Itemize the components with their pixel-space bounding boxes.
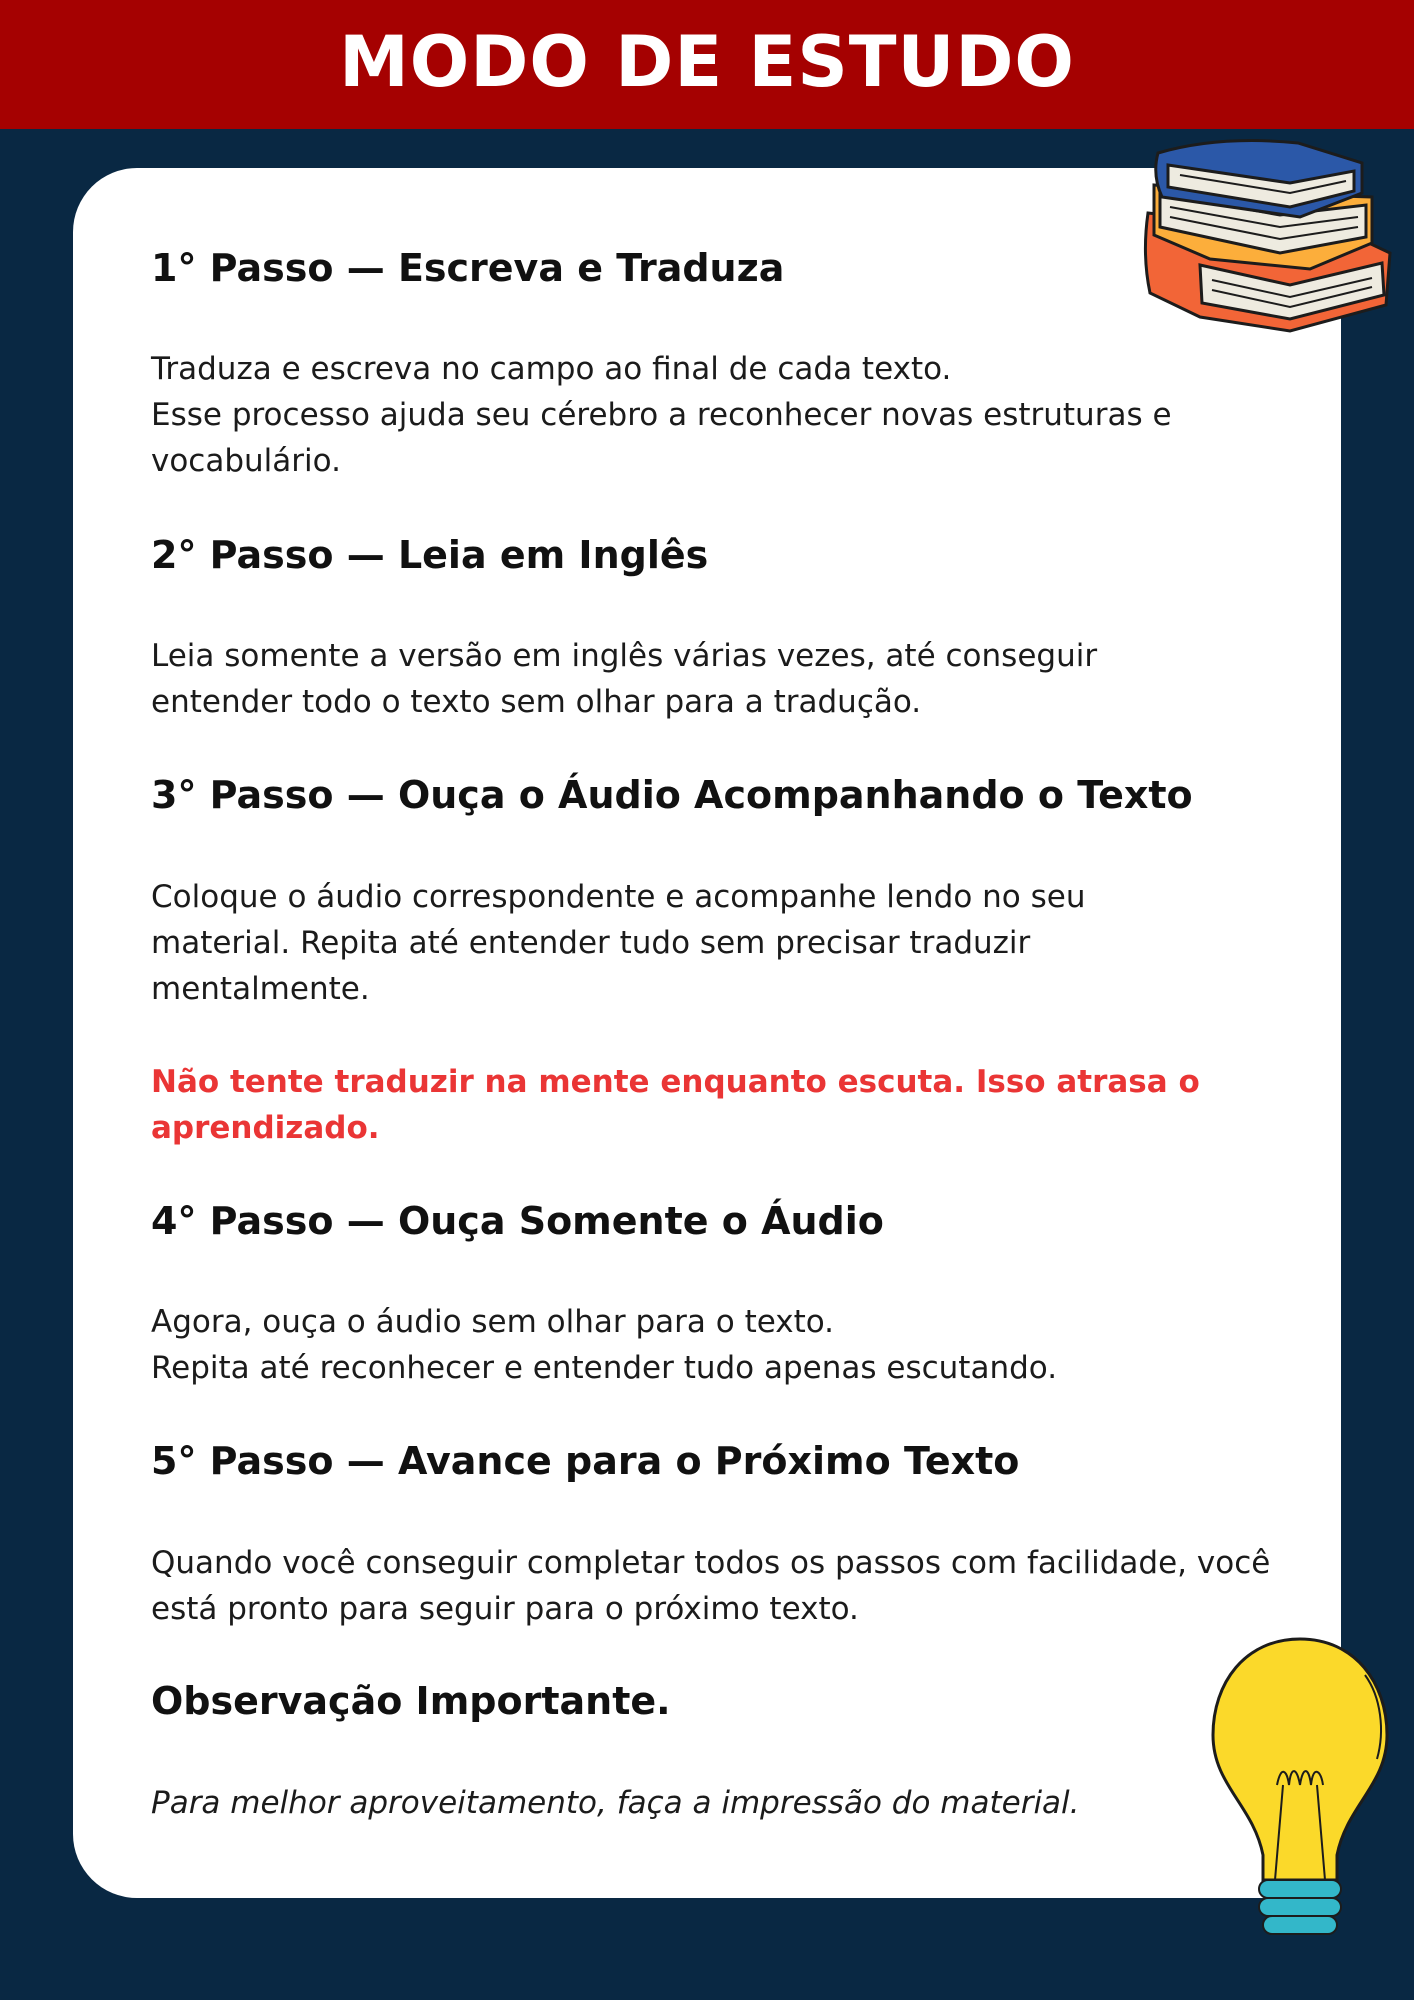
step-1-line-1: Traduza e escreva no campo ao final de cada texto. <box>151 351 952 387</box>
step-1-title: 1° Passo — Escreva e Traduza <box>151 246 785 290</box>
page-header <box>0 0 1414 129</box>
step-2-line-1: Leia somente a versão em inglês várias vezes, até conseguir entender todo o texto sem olhar para a tradução. <box>151 638 1098 720</box>
step-1-text <box>151 346 1281 484</box>
step-5-line-1: Quando você conseguir completar todos os passos com facilidade, você está pronto para seguir para o próximo texto. <box>151 1545 1271 1627</box>
step-3-title: 3° Passo — Ouça o Áudio Acompanhando o Texto <box>151 773 1193 817</box>
observation-title: Observação Importante. <box>151 1679 671 1723</box>
step-3-line-1: Coloque o áudio correspondente e acompanhe lendo no seu material. Repita até entender tudo sem precisar traduzir mentalmente. <box>151 879 1086 1007</box>
step-4-title: 4° Passo — Ouça Somente o Áudio <box>151 1199 884 1243</box>
step-3-warning: Não tente traduzir na mente enquanto escuta. Isso atrasa o aprendizado. <box>151 1064 1200 1146</box>
step-4-line-1: Agora, ouça o áudio sem olhar para o texto. <box>151 1304 835 1340</box>
step-4-text <box>151 1299 1281 1391</box>
observation-text: Para melhor aproveitamento, faça a impressão do material. <box>151 1785 1080 1821</box>
light-bulb-icon <box>1205 1635 1395 1945</box>
step-4-line-2: Repita até reconhecer e entender tudo apenas escutando. <box>151 1350 1058 1386</box>
step-3-text <box>151 874 1211 1012</box>
step-1-line-2: Esse processo ajuda seu cérebro a reconhecer novas estruturas e vocabulário. <box>151 397 1172 479</box>
step-5-title: 5° Passo — Avance para o Próximo Texto <box>151 1439 1020 1483</box>
books-stack-icon <box>1140 135 1395 345</box>
step-2-text <box>151 633 1211 725</box>
step-2-title: 2° Passo — Leia em Inglês <box>151 533 709 577</box>
step-5-text <box>151 1540 1291 1632</box>
page-title: MODO DE ESTUDO <box>339 20 1075 103</box>
